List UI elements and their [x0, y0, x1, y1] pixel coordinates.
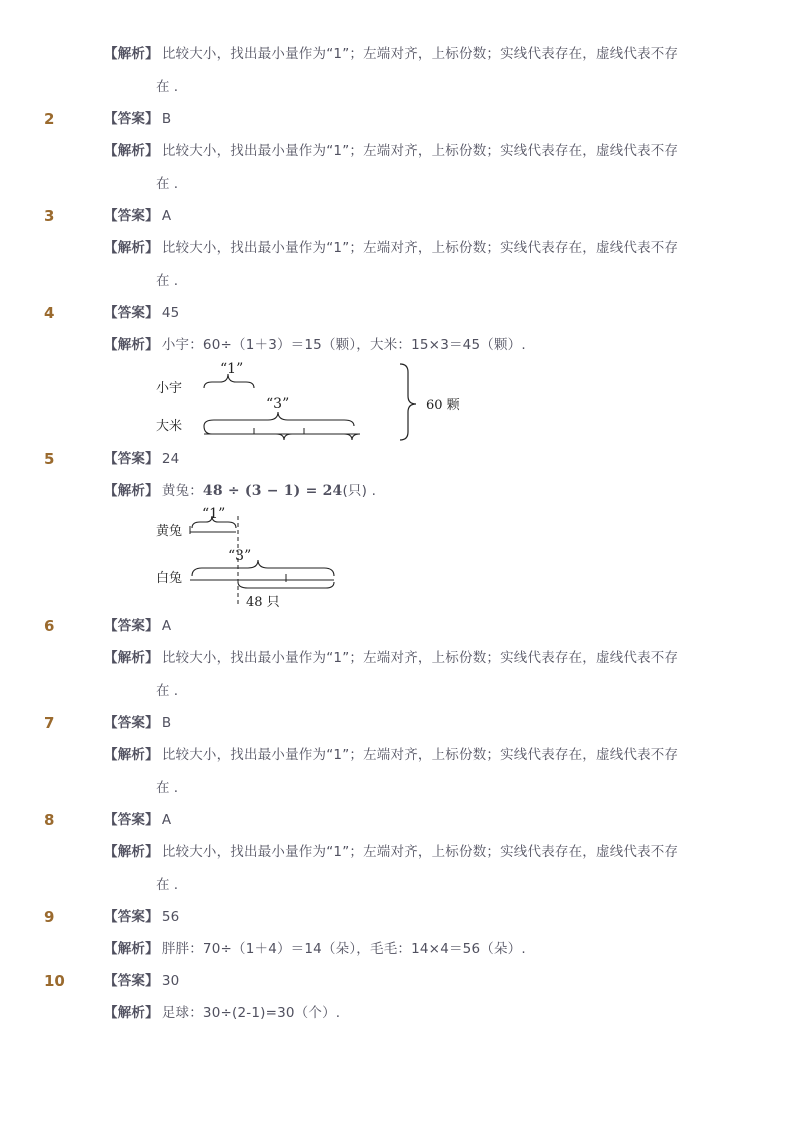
answer-line — [104, 206, 171, 226]
answer-label: 【答案】 — [104, 305, 159, 321]
answer-label: 【答案】 — [104, 208, 159, 224]
analysis-math: 48 ÷ (3 − 1) = 24 — [202, 483, 343, 499]
part-mark-xiaoyu: “1” — [220, 361, 244, 377]
segment-diagram-4 — [148, 358, 478, 446]
answer-line — [104, 449, 179, 469]
answer-line — [104, 713, 171, 733]
diagram-label-dami: 大米 — [156, 419, 183, 434]
analysis-text-suffix: (只) . — [342, 483, 377, 499]
analysis-text: 比较大小，找出最小量作为“1”；左端对齐，上标份数；实线代表存在，虚线代表不存 — [161, 650, 679, 666]
brace-diff — [238, 582, 334, 588]
analysis-label: 【解析】 — [104, 941, 159, 957]
question-number: 7 — [44, 714, 55, 732]
analysis-line — [104, 842, 678, 862]
analysis-label: 【解析】 — [104, 337, 159, 353]
part-mark-baitu: “3” — [228, 548, 252, 564]
analysis-text: 比较大小，找出最小量作为“1”；左端对齐，上标份数；实线代表存在，虚线代表不存 — [161, 844, 679, 860]
answer-value: B — [161, 715, 172, 731]
total-label: 60 颗 — [426, 398, 460, 413]
answer-line — [104, 616, 171, 636]
question-number: 3 — [44, 207, 55, 225]
brace-dami — [204, 412, 354, 426]
analysis-line — [104, 481, 376, 501]
segment-diagram-5 — [148, 502, 368, 614]
segment-dami — [204, 426, 360, 440]
diagram-label-xiaoyu: 小宇 — [156, 381, 183, 396]
diagram-label-huangtu: 黄兔 — [156, 524, 183, 539]
part-mark-huangtu: “1” — [202, 506, 226, 522]
answer-value: A — [161, 812, 172, 828]
answer-label: 【答案】 — [104, 812, 159, 828]
analysis-label: 【解析】 — [104, 747, 159, 763]
answer-label: 【答案】 — [104, 909, 159, 925]
analysis-line — [104, 1003, 340, 1023]
answer-value: 56 — [161, 909, 180, 925]
question-number: 5 — [44, 450, 55, 468]
answer-label: 【答案】 — [104, 618, 159, 634]
analysis-label: 【解析】 — [104, 46, 159, 62]
question-number: 4 — [44, 304, 55, 322]
analysis-label: 【解析】 — [104, 483, 159, 499]
answer-value: A — [161, 618, 172, 634]
answer-value: 30 — [161, 973, 180, 989]
diff-label: 48 只 — [246, 595, 280, 610]
analysis-text: 比较大小，找出最小量作为“1”；左端对齐，上标份数；实线代表存在，虚线代表不存 — [161, 240, 679, 256]
analysis-continuation: 在 . — [156, 79, 179, 95]
part-mark-dami: “3” — [266, 396, 290, 412]
answer-line — [104, 907, 179, 927]
total-brace — [400, 364, 416, 440]
question-number: 9 — [44, 908, 55, 926]
answer-line — [104, 971, 179, 991]
analysis-continuation: 在 . — [156, 176, 179, 192]
analysis-continuation: 在 . — [156, 683, 179, 699]
analysis-text: 比较大小，找出最小量作为“1”；左端对齐，上标份数；实线代表存在，虚线代表不存 — [161, 143, 679, 159]
analysis-line — [104, 335, 526, 355]
analysis-continuation: 在 . — [156, 273, 179, 289]
brace-baitu — [192, 560, 334, 576]
answer-value: B — [161, 111, 172, 127]
answer-value: 45 — [161, 305, 180, 321]
analysis-label: 【解析】 — [104, 1005, 159, 1021]
answer-line — [104, 810, 171, 830]
answer-label: 【答案】 — [104, 451, 159, 467]
answer-value: A — [161, 208, 172, 224]
analysis-text: 胖胖：70÷（1＋4）＝14（朵），毛毛：14×4＝56（朵）. — [161, 941, 526, 957]
analysis-continuation: 在 . — [156, 780, 179, 796]
analysis-label: 【解析】 — [104, 650, 159, 666]
question-number: 10 — [44, 972, 65, 990]
question-number: 2 — [44, 110, 55, 128]
answer-label: 【答案】 — [104, 973, 159, 989]
answer-value: 24 — [161, 451, 180, 467]
question-number: 6 — [44, 617, 55, 635]
analysis-continuation: 在 . — [156, 877, 179, 893]
analysis-text-prefix: 黄兔： — [161, 483, 203, 499]
analysis-line — [104, 141, 678, 161]
answer-line — [104, 303, 179, 323]
analysis-label: 【解析】 — [104, 844, 159, 860]
question-number: 8 — [44, 811, 55, 829]
analysis-line — [104, 238, 678, 258]
analysis-line — [104, 648, 678, 668]
analysis-line — [104, 939, 526, 959]
analysis-label: 【解析】 — [104, 240, 159, 256]
analysis-text: 比较大小，找出最小量作为“1”；左端对齐，上标份数；实线代表存在，虚线代表不存 — [161, 46, 679, 62]
analysis-text: 小宇：60÷（1＋3）＝15（颗），大米：15×3＝45（颗）. — [161, 337, 526, 353]
analysis-label: 【解析】 — [104, 143, 159, 159]
answer-line — [104, 109, 171, 129]
analysis-text: 比较大小，找出最小量作为“1”；左端对齐，上标份数；实线代表存在，虚线代表不存 — [161, 747, 679, 763]
answer-label: 【答案】 — [104, 715, 159, 731]
analysis-line — [104, 745, 678, 765]
diagram-label-baitu: 白兔 — [156, 571, 183, 586]
analysis-line — [104, 44, 678, 64]
analysis-text: 足球：30÷(2-1)=30（个）. — [161, 1005, 341, 1021]
answer-label: 【答案】 — [104, 111, 159, 127]
